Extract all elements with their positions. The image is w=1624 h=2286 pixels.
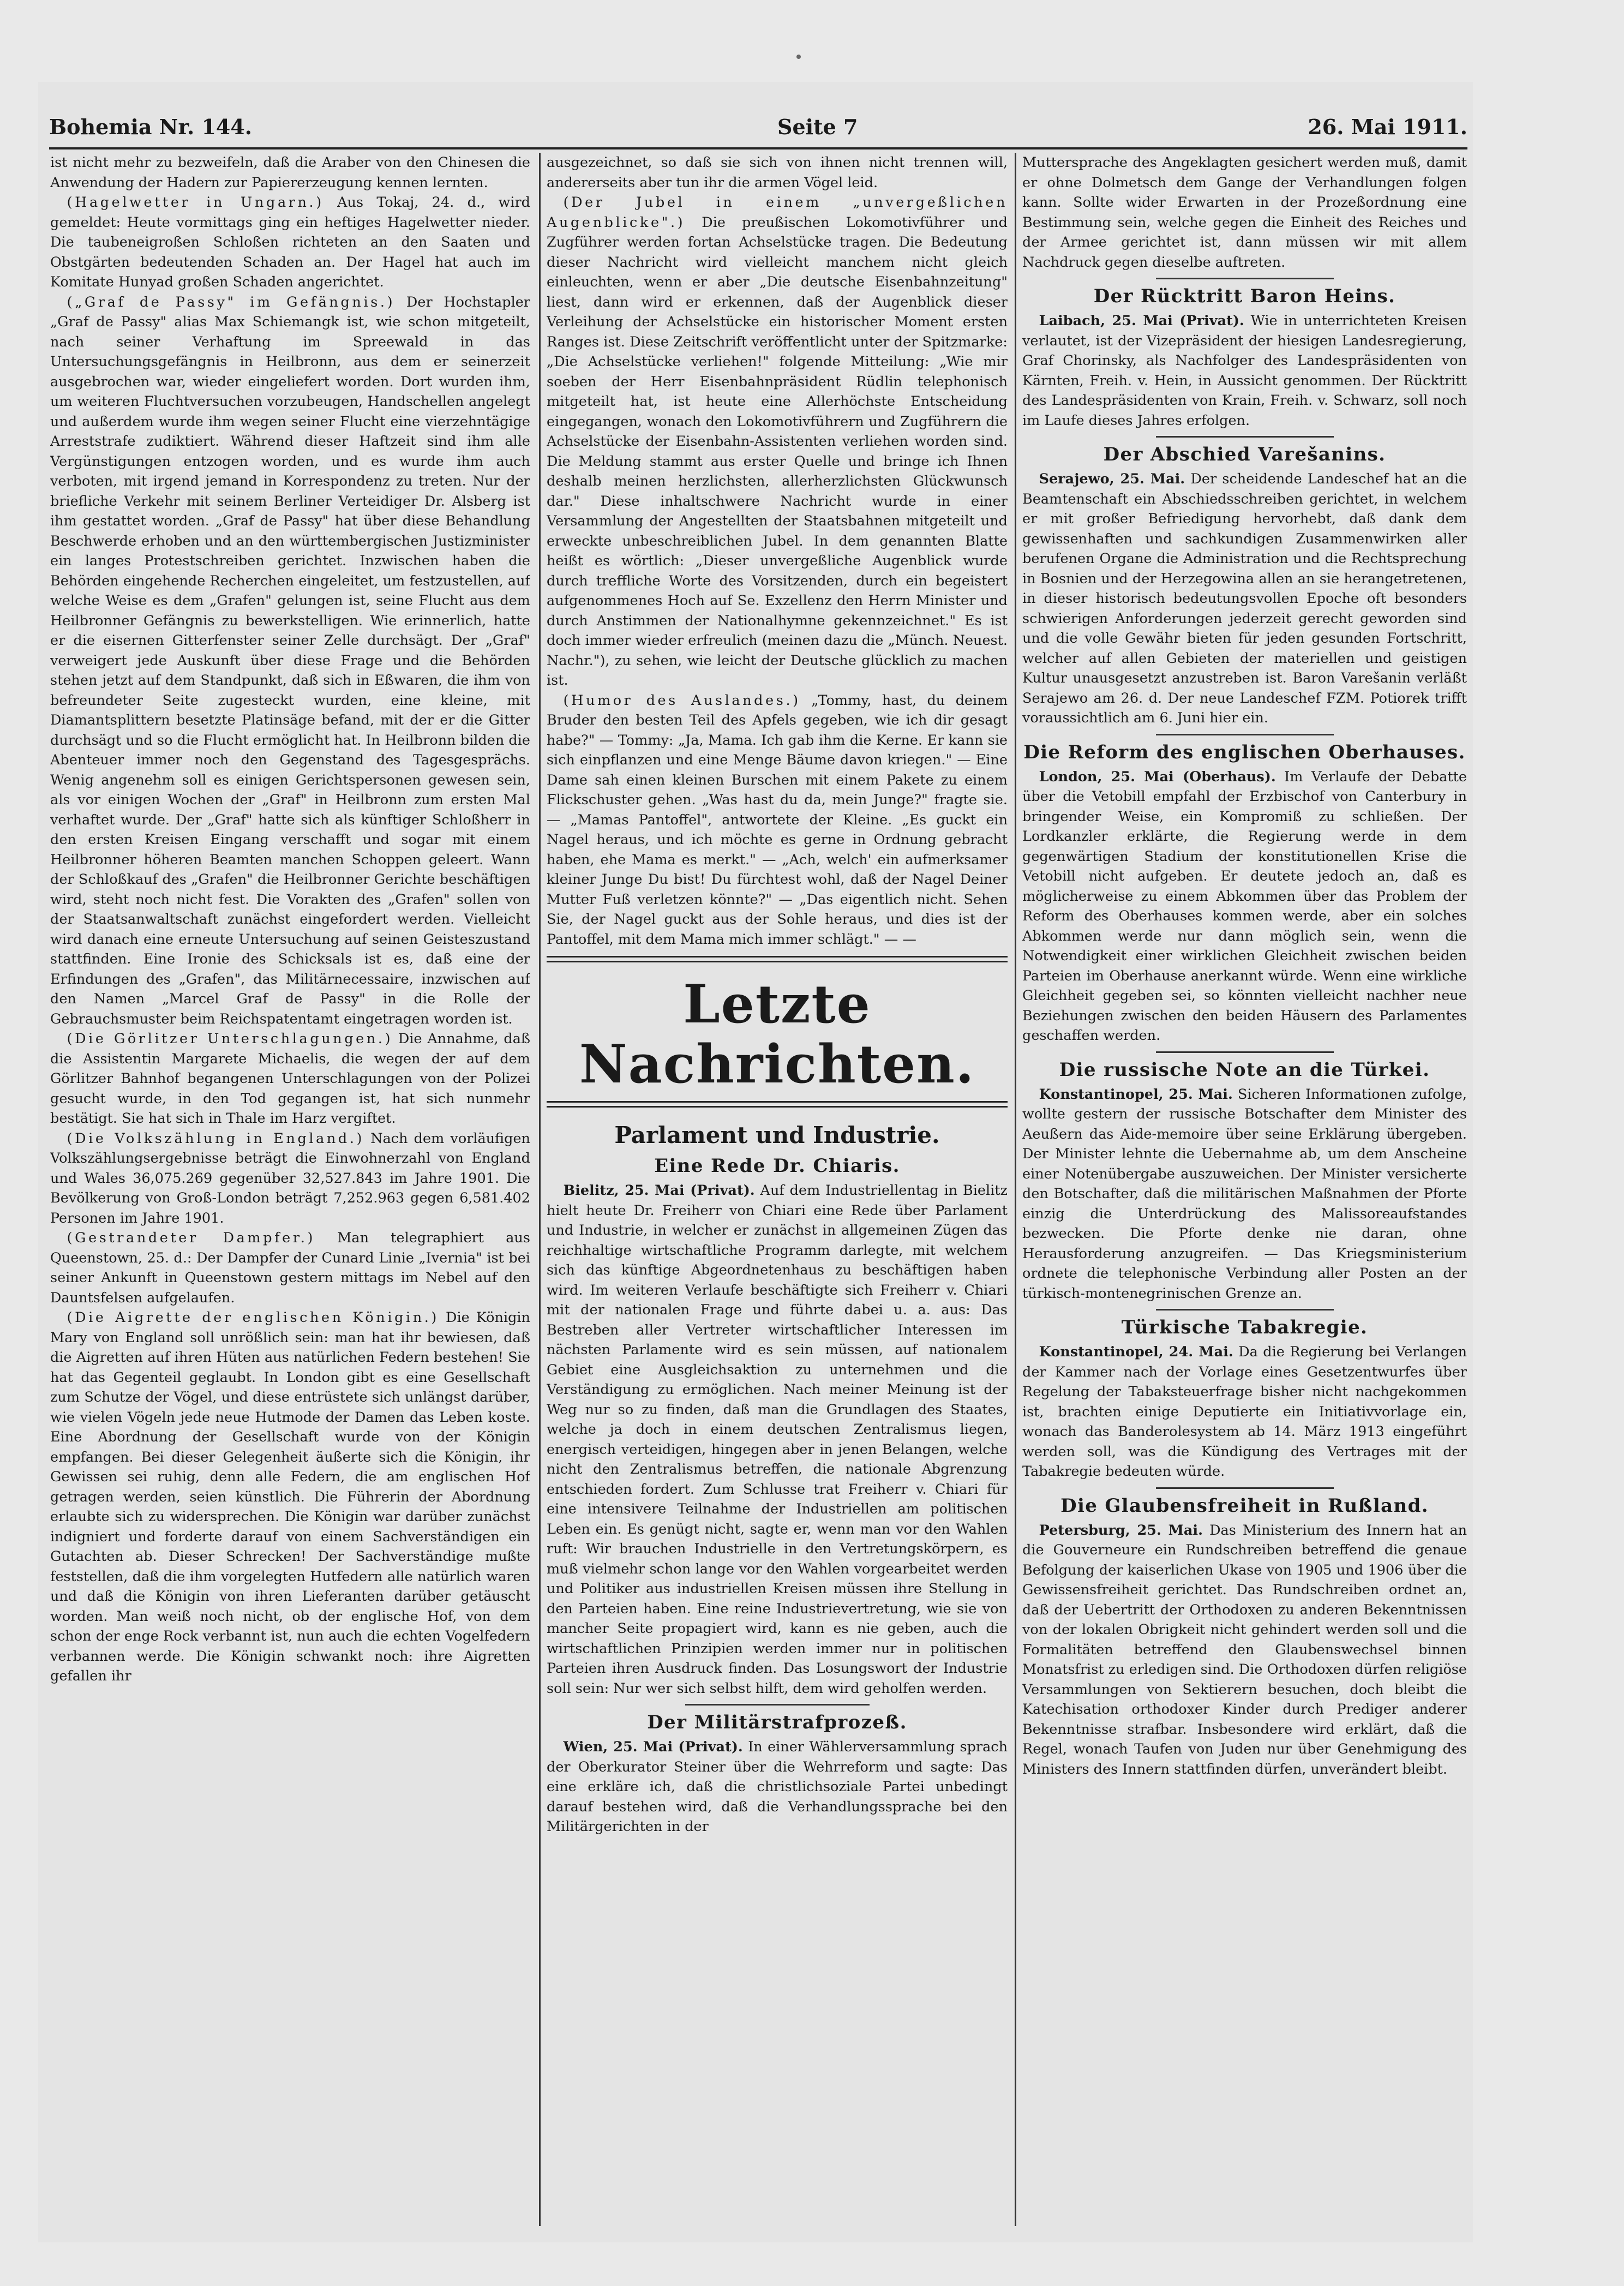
article-text: In einer Wählerversammlung sprach der Oberkurator Steiner über die Wehrreform und sagte: Das eine erkläre ich, daß die christlichsoziale Partei unbedingt darauf bestehen wird, daß die Verhandlungssprache bei den Militärgerichten in der [547,1739,1008,1835]
article-headline: Parlament und Industrie. [614,1122,940,1148]
article-paragraph: ausgezeichnet, so daß sie sich von ihnen nicht trennen will, andererseits aber tun ihr die armen Vögel leid. [547,154,1008,191]
issue-date: 26. Mai 1911. [1308,115,1467,139]
column-divider-1 [539,153,541,2226]
article-text: Aus Tokaj, 24. d., wird gemeldet: Heute vormittags ging ein heftiges Hagelwetter nieder. Die taubeneigroßen Schloßen richteten an den Saaten und Obstgärten bedeutenden Schaden an. Der Hagel hat auch im Komitate Hunyad großen Schaden angerichtet. [50,194,530,290]
article-paragraph [50,1129,530,1229]
section-rule [547,956,1008,962]
article-headline: Der Abschied Varešanins. [1103,444,1386,465]
article-keyword: („Graf de Passy" im Gefängnis.) [67,294,395,310]
article-text: Der Hochstapler „Graf de Passy" alias Max Schiemangk ist, wie schon mitgeteilt, nach seiner Verhaftung im Spreewald in das Untersuchungsgefängnis in Heilbronn, aus dem er seinerzeit ausgebrochen war, wieder eingeliefert worden. Dort wurden ihm, um weiteren Fluchtversuchen vorzubeugen, Handschellen angelegt und außerdem wurde ihm wegen seiner Flucht eine vierzehntägige Arreststrafe zudiktiert. Während dieser Haftzeit sind ihm alle Vergünstigungen entzogen worden, und es wurde ihm auch verboten, mit irgend jemand in Korrespondenz zu treten. Nur der briefliche Verkehr mit seinem Berliner Verteidiger Dr. Alsberg ist ihm gestattet worden. „Graf de Passy" hat über diese Behandlung Beschwerde erhoben und an den württembergischen Justizminister ein langes Protestschreiben gerichtet. Inzwischen haben die Behörden eingehende Recherchen eingeleitet, um festzustellen, auf welche Weise es dem „Grafen" gelungen ist, seine Flucht aus dem Heilbronner Gefängnis zu bewerkstelligen. Wie erinnerlich, hatte er die eisernen Gitterfenster seiner Zelle durchsägt. Der „Graf" verweigert jede Auskunft über diese Frage und die Behörden stehen jetzt auf dem Standpunkt, daß sich in Eßwaren, die ihm von befreundeter Seite zugesteckt wurden, eine kleine, mit Diamantsplittern besetzte Platinsäge befand, mit der er die Gitter durchsägt und so die Flucht ermöglicht hat. In Heilbronn bilden die Abenteuer immer noch den Gegenstand des Tagesgesprächs. Wenig angenehm soll es einigen Gerichtspersonen gewesen sein, als vor einigen Wochen der „Graf" in Heilbronn zum ersten Mal verhaftet wurde. Der „Graf" hatte sich als künftiger Schloßherr in den ersten Kreisen Eingang verschafft und sogar mit einem Heilbronner höheren Beamten manchen Schoppen geleert. Wann der Schloßkauf des „Grafen" die Heilbronner Gerichte beschäftigen wird, steht noch nicht fest. Die Vorakten des „Grafen" sollen von der Staatsanwaltschaft zunächst eingefordert werden. Vielleicht wird danach eine erneute Untersuchung auf seinen Geisteszustand stattfinden. Eine Ironie des Schicksals ist es, daß eine der Erfindungen des „Grafen", das Militärnecessaire, inzwischen auf den Namen „Marcel Graf de Passy" in die Rolle der Gebrauchsmuster beim Reichspatentamt eingetragen worden ist. [50,294,530,1027]
article-text: Da die Regierung bei Verlangen der Kammer nach der Vorlage eines Gesetzentwurfes über Regelung der Tabaksteuerfrage bisher nicht nachgekommen ist, brachten einige Deputierte ein Initiativvorlage ein, wonach das Banderolesystem ab 14. März 1913 eingeführt werden soll, was die Kündigung des Vertrages mit der Tabakregie bedeuten würde. [1022,1344,1467,1480]
article-headline: Die Glaubensfreiheit in Rußland. [1060,1494,1429,1517]
article-keyword: (Die Görlitzer Unterschlagungen.) [67,1031,393,1047]
paper-speck [796,55,801,59]
article-keyword: (Gestrandeter Dampfer.) [67,1230,316,1246]
header-rule [49,147,1467,149]
column-2 [547,153,1008,2221]
article-text: Die Königin Mary von England soll unrößlich sein: man hat ihr bewiesen, daß die Aigretten auf ihren Hüten aus natürlichen Federn bestehen! Sie hat das Gegenteil geglaubt. In London gibt es eine Gesellschaft zum Schutze der Vögel, und diese entrüstete sich unlängst darüber, wie vielen Vögeln jede neue Hutmode der Damen das Leben koste. Eine Abordnung der Gesellschaft wurde von der Königin empfangen. Bei dieser Gelegenheit äußerte sich die Königin, ihr Gewissen sei ruhig, denn alle Federn, die am englischen Hof getragen werden, seien künstlich. Die Führerin der Abordnung erlaubte sich zu widersprechen. Die Königin war darüber zunächst indigniert und forderte darauf von einem Sachverständigen ein Gutachten ab. Dieser Schrecken! Der Sachverständige mußte feststellen, daß die ihm vorgelegten Hutfedern alle natürlich waren und daß die Königin von ihren Lieferanten darüber getäuscht worden. Man weiß noch nicht, ob der englische Hof, von dem schon der enge Rock verbannt ist, nun auch die echten Vogelfedern verbannen werde. Die Königin schwankt noch: ihre Aigretten gefallen ihr [50,1309,530,1684]
article-text: Der scheidende Landeschef hat an die Beamtenschaft ein Abschiedsschreiben gerichtet, in welchem er mit großer Befriedigung hervorhebt, daß dank dem gewissenhaften und sachkundigen Zusammenwirken aller berufenen Organe die Administration und die Rechtsprechung in Bosnien und der Herzegowina allen an sie herangetretenen, in dieser historisch bedeutungsvollen Epoche oft besonders schwierigen Anforderungen jederzeit gerecht geworden sind und die volle Gewähr bieten für jeden gesunden Fortschritt, welcher auf allen Gebieten der materiellen und geistigen Kultur unausgesetzt anzustreben ist. Baron Varešanin verläßt Serajewo am 26. d. Der neue Landeschef FZM. Potiorek trifft voraussichtlich am 6. Juni hier ein. [1022,471,1467,726]
article-paragraph [1022,1342,1467,1482]
dateline: Bielitz, 25. Mai (Privat). [563,1182,755,1199]
article-text: Auf dem Industriellentag in Bielitz hielt heute Dr. Freiherr von Chiari eine Rede über Parlament und Industrie, in welcher er zunächst in allgemeinen Zügen das reichhaltige wirtschaftliche Programm darlegte, mit welchem sich das künftige Abgeordnetenhaus zu beschäftigen haben wird. Im weiteren Verlaufe beschäftigte sich Freiherr v. Chiari mit der nationalen Frage und führte dabei u. a. aus: Das Bestreben aller Vertreter wirtschaftlicher Interessen im nächsten Parlamente wird es sein müssen, auf nationalem Gebiet eine Ausgleichsaktion zu unternehmen und die Verständigung zu ermöglichen. Nach meiner Meinung ist der Weg nur so zu finden, daß man die Grundlagen des Staates, welche ja doch in einem deutschen Zentralismus liegen, energisch verteidigen, hingegen aber in jenen Belangen, welche nicht den Zentralismus betreffen, die nationale Abgrenzung entschieden fordert. Zum Schlusse trat Freiherr v. Chiari für eine intensivere Teilnahme der Industriellen am politischen Leben ein. Es genügt nicht, sagte er, wenn man vor den Wahlen ruft: Wir brauchen Industrielle in den Vertretungskörpern, es muß vielmehr schon lange vor den Wahlen vorgearbeitet werden und Politiker aus industriellen Kreisen müssen ihre Stellung in den Parteien haben. Eine reine Industrievertretung, wie sie von mancher Seite propagiert wird, kann es nie geben, auch die wirtschaftlichen Prinzipien werden immer nur in politischen Parteien ihren Ausdruck finden. Das Losungswort der Industrie soll sein: Nur wer sich selbst hilft, dem wird geholfen werden. [547,1182,1008,1697]
article-paragraph [50,1308,530,1686]
dateline: Laibach, 25. Mai (Privat). [1039,313,1244,329]
article-paragraph [50,1029,530,1129]
article-keyword: (Hagelwetter in Ungarn.) [67,194,324,211]
article-paragraph [547,193,1008,691]
article-headline: Türkische Tabakregie. [1121,1316,1368,1338]
dateline: Konstantinopel, 25. Mai. [1039,1086,1233,1103]
column-1 [50,153,530,2221]
article-separator [1156,436,1334,438]
article-paragraph [1022,311,1467,430]
dateline: Serajewo, 25. Mai. [1039,471,1185,487]
article-text: Wie in unterrichteten Kreisen verlautet, ist der Vizepräsident der hiesigen Landesregierung, Graf Chorinsky, als Nachfolger des Landespräsidenten von Kärnten, Freih. v. Hein, in Aussicht genommen. Der Rücktritt des Landespräsidenten von Krain, Freih. v. Schwarz, soll noch im Laufe dieses Jahres erfolgen. [1022,313,1467,429]
dateline: Petersburg, 25. Mai. [1039,1522,1203,1539]
article-text: „Tommy, hast, du deinem Bruder den besten Teil des Apfels gegeben, wie ich dir gesagt habe?" — Tommy: „Ja, Mama. Ich gab ihm die Kerne. Er kann sie sich einpflanzen und eine Menge Bäume davon kriegen." — Eine Dame sah einen kleinen Burschen mit einem Pakete zu einem Flickschuster gehen. „Was hast du da, mein Junge?" fragte sie. — „Mamas Pantoffel", antwortete der Kleine. „Es guckt ein Nagel heraus, und ich möchte es gerne in Ordnung gebracht haben, ehe Mama es merkt." — „Ach, welch' ein aufmerksamer kleiner Junge Du bist! Du fürchtest wohl, daß der Nagel Deiner Mutter Fuß verletzen könnte?" — „Das eigentlich nicht. Sehen Sie, der Nagel guckt aus der Sohle heraus, und dies ist der Pantoffel, mit dem Mama mich immer schlägt." — — [547,692,1008,948]
article-paragraph [547,691,1008,950]
section-title: Letzte Nachrichten. [579,973,975,1095]
article-paragraph [1022,1521,1467,1780]
article-text: Die preußischen Lokomotivführer und Zugführer werden fortan Achselstücke tragen. Die Bedeutung dieser Nachricht wird vielleicht manchem nicht gleich einleuchten, wenn er aber „Die deutsche Eisenbahnzeitung" liest, dann wird er erkennen, daß der Augenblick dieser Verleihung der Achselstücke ein historischer Moment ersten Ranges ist. Diese Zeitschrift veröffentlicht unter der Spitzmarke: „Die Achselstücke verliehen!" folgende Mitteilung: „Wie mir soeben der Herr Eisenbahnpräsident Rüdlin telephonisch mitgeteilt hat, ist heute eine Allerhöchste Entscheidung eingegangen, wonach den Lokomotivführern und Zugführern die Achselstücke der Eisenbahn-Assistenten verliehen worden sind. Die Meldung stammt aus erster Quelle und bringe ich Ihnen deshalb meinen herzlichsten, allerherzlichsten Glückwunsch dar." Diese inhaltschwere Nachricht wurde in einer Versammlung der Angestellten der Staatsbahnen mitgeteilt und erweckte unbeschreiblichen Jubel. In dem genannten Blatte heißt es wörtlich: „Dieser unvergeßliche Augenblick wurde durch treffliche Worte des Vorsitzenden, durch ein begeistert aufgenommenes Hoch auf Se. Exzellenz den Herrn Minister und durch Anstimmen der Nationalhymne gekennzeichnet." Es ist doch immer wieder erfreulich (meinen dazu die „Münch. Neuest. Nachr."), zu sehen, wie leicht der Deutsche glücklich zu machen ist. [547,214,1008,689]
article-text: Das Ministerium des Innern hat an die Gouverneure ein Rundschreiben betreffend die genaue Befolgung der kaiserlichen Ukase von 1905 und 1906 über die Gewissensfreiheit gerichtet. Das Rundschreiben ordnet an, daß der Uebertritt der Orthodoxen zu anderen Bekenntnissen von der lokalen Obrigkeit nicht gehindert werden soll und die Formalitäten betreffend den Glaubenswechsel binnen Monatsfrist zu erledigen sind. Die Orthodoxen dürfen religiöse Versammlungen von Sektierern besuchen, doch bleibt die Katechisation orthodoxer Kinder durch Prediger anderer Bekenntnisse strafbar. Insbesondere wird erklärt, daß die Regel, wonach Taufen von Juden nur über Genehmigung des Ministers des Innern stattfinden dürfen, unverändert bleibt. [1022,1522,1467,1778]
article-paragraph [50,193,530,292]
article-separator [1156,1051,1334,1053]
column-3 [1022,153,1467,2221]
article-keyword: (Humor des Auslandes.) [563,692,801,709]
article-subheadline: Eine Rede Dr. Chiaris. [654,1155,900,1177]
article-separator [1156,278,1334,279]
article-separator [685,1704,870,1705]
article-keyword: (Die Volkszählung in England.) [67,1130,365,1147]
article-paragraph [50,1228,530,1308]
article-headline: Die russische Note an die Türkei. [1059,1058,1430,1081]
article-paragraph [50,292,530,1030]
article-headline: Der Rücktritt Baron Heins. [1093,285,1396,307]
dateline: Konstantinopel, 24. Mai. [1039,1344,1233,1360]
article-paragraph: Muttersprache des Angeklagten gesichert werden muß, damit er ohne Dolmetsch dem Gange der Verhandlungen folgen kann. Sollte wider Erwarten in der Prozeßordnung eine Bestimmung sein, welche gegen die Einheit des Reiches und der Armee gerichtet ist, dann müssen wir mit allem Nachdruck gegen dieselbe auftreten. [1022,154,1467,271]
article-keyword: (Der Jubel in einem „unvergeßlichen Augenblicke".) [547,194,1008,231]
page-header [49,115,1467,147]
article-paragraph [547,1737,1008,1837]
article-paragraph [1022,469,1467,728]
dateline: Wien, 25. Mai (Privat). [563,1739,743,1755]
article-text: Man telegraphiert aus Queenstown, 25. d.: Der Dampfer der Cunard Linie „Ivernia" ist bei seiner Ankunft in Queenstown gestern mittags im Nebel auf den Dauntsfelsen aufgelaufen. [50,1230,530,1306]
article-headline: Der Militärstrafprozeß. [647,1711,907,1733]
article-paragraph [1022,1085,1467,1304]
article-separator [1156,1309,1334,1310]
article-keyword: (Die Aigrette der englischen Königin.) [67,1309,439,1326]
article-paragraph [1022,767,1467,1046]
article-text: Nach dem vorläufigen Volkszählungsergebnisse beträgt die Einwohnerzahl von England und Wales 36,075.269 gegenüber 32,527.843 im Jahre 1901. Die Bevölkerung von Groß-London beträgt 7,252.963 gegen 6,581.402 Personen im Jahre 1901. [50,1130,530,1226]
article-paragraph: ist nicht mehr zu bezweifeln, daß die Araber von den Chinesen die Anwendung der Hadern zur Papiererzeugung kennen lernten. [50,154,530,191]
column-divider-2 [1015,153,1016,2226]
article-text: Die Annahme, daß die Assistentin Margarete Michaelis, die wegen der auf dem Görlitzer Bahnhof begangenen Unterschlagungen von der Polizei gesucht wurde, in den Tod gegangen ist, hat sich nunmehr bestätigt. Sie hat sich in Thale im Harz vergiftet. [50,1031,530,1127]
page-number: Seite 7 [777,115,858,139]
article-headline: Die Reform des englischen Oberhauses. [1023,741,1466,763]
article-separator [1156,734,1334,735]
dateline: London, 25. Mai (Oberhaus). [1039,768,1276,785]
article-text: Sicheren Informationen zufolge, wollte gestern der russische Botschafter dem Minister des Aeußern das Aide-memoire über seine Erklärung übergeben. Der Minister lehnte die Uebernahme ab, um dem Anscheine einer Notenübergabe auszuweichen. Der Minister versicherte den Botschafter, daß die militärischen Maßnahmen der Pforte einzig die Unterdrückung des Malissoreaufstandes bezwecken. Die Pforte denke nie daran, ohne Herausforderung anzugreifen. — Das Kriegsministerium ordnete die telephonische Verbindung aller Posten an der türkisch-montenegrinischen Grenze an. [1022,1086,1467,1302]
article-text: Im Verlaufe der Debatte über die Vetobill empfahl der Erzbischof von Canterbury in bringender Weise, ein Kompromiß zu schließen. Der Lordkanzler erklärte, die Regierung werde in dem gegenwärtigen Stadium der konstitutionellen Krise die Vetobill nicht aufgeben. Er deutete jedoch an, daß es möglicherweise zu einem Abkommen über das Problem der Reform des Oberhauses kommen werde, aber ein solches Abkommen werde nur dann möglich sein, wenn die Notwendigkeit einer wirklichen Gleichheit zwischen beiden Parteien im Oberhause anerkannt würde. Wenn eine wirkliche Gleichheit gegeben sei, so könnten vielleicht nachher neue Beziehungen zwischen den beiden Häusern des Parlamentes geschaffen werden. [1022,768,1467,1044]
section-rule [547,1101,1008,1108]
article-paragraph [547,1181,1008,1698]
article-separator [1156,1487,1334,1489]
masthead-issue: Bohemia Nr. 144. [49,115,253,139]
